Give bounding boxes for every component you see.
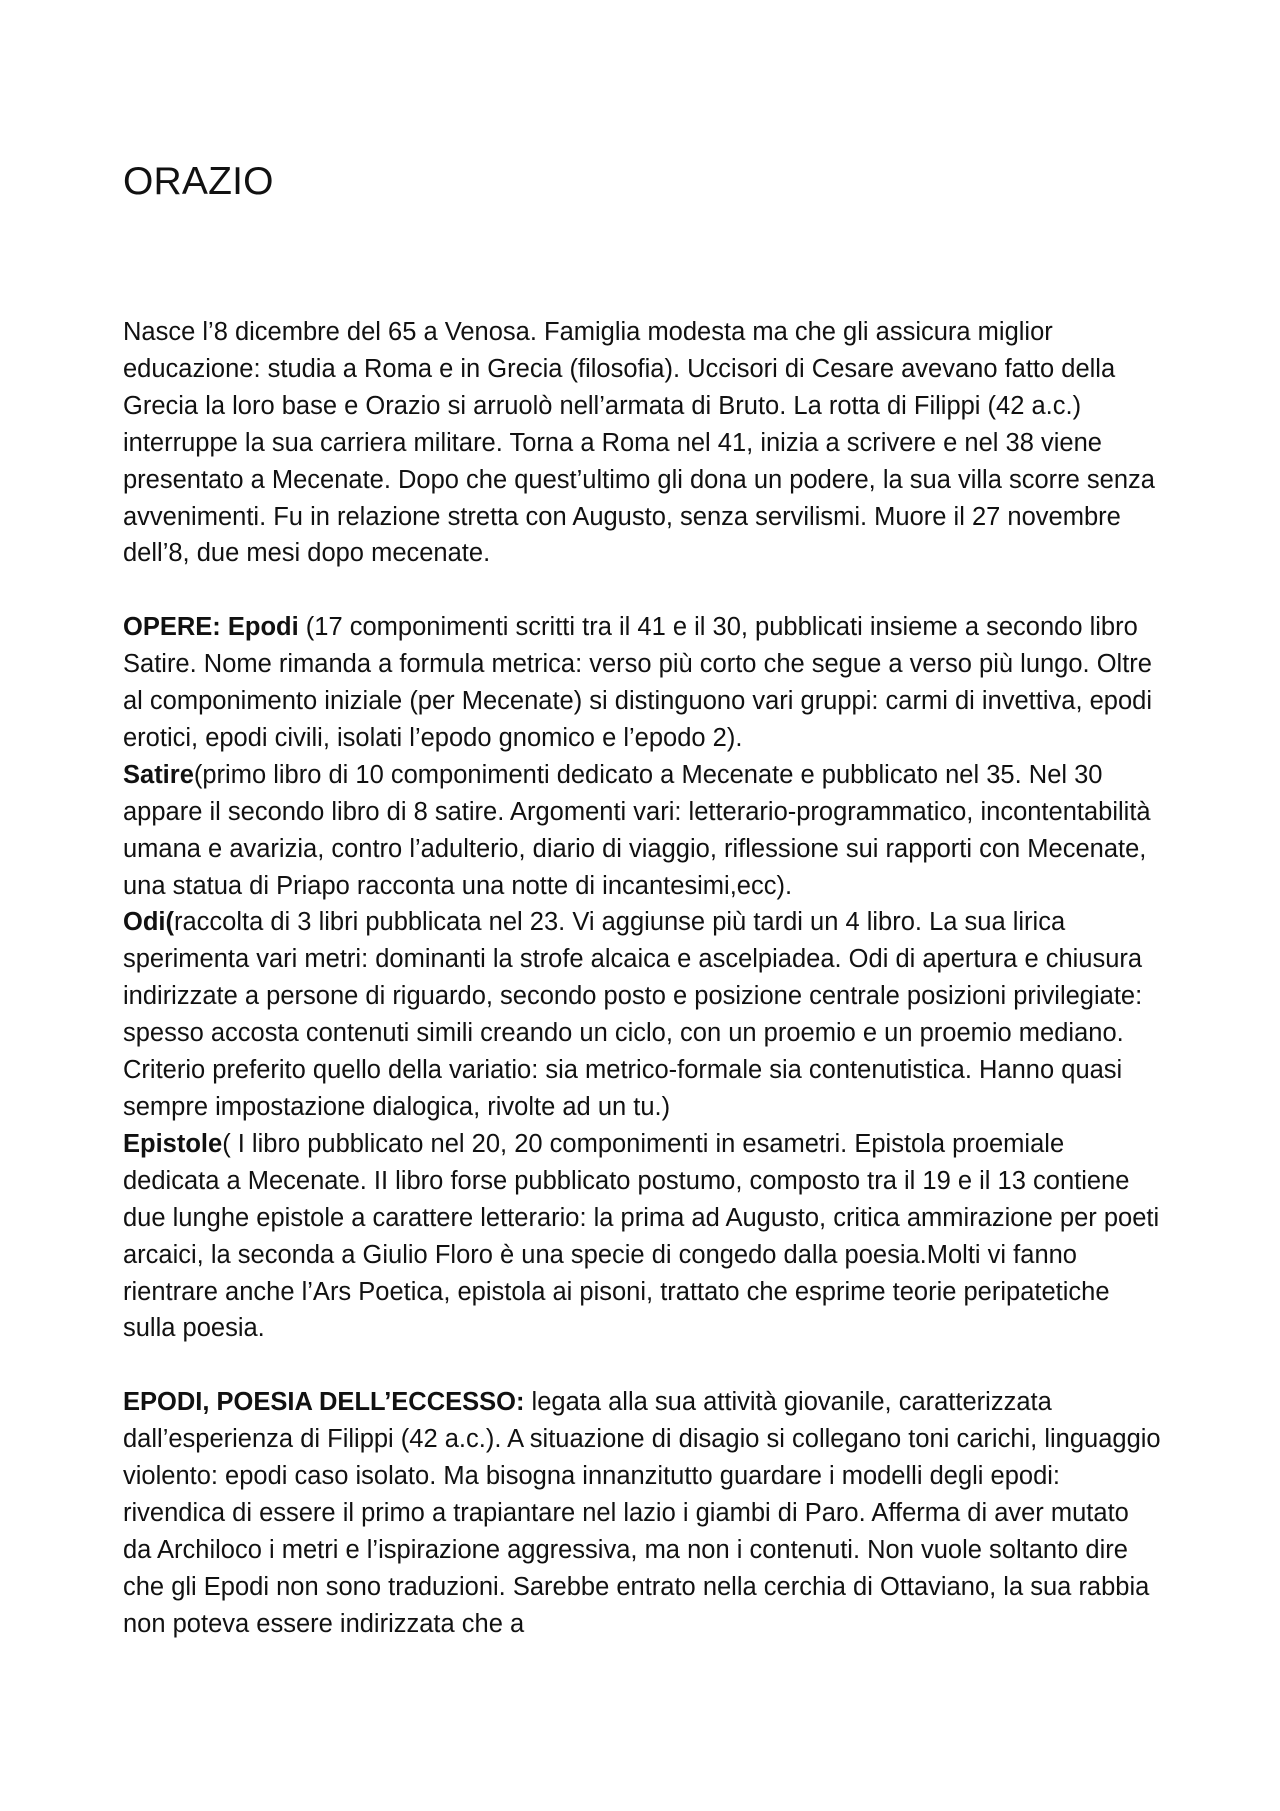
odi-text: raccolta di 3 libri pubblicata nel 23. Vi aggiunse più tardi un 4 libro. La sua lirica sperimenta vari metri: dominanti la strofe alcaica e ascelpiadea. Odi di apertura e chiusura indirizzate a persone di riguardo, secondo posto e posizione centrale posizioni privilegiate: spesso accosta contenuti simili creando un ciclo, con un proemio e un proemio mediano. Criterio preferito quello della variatio: sia metrico-formale sia contenutistica. Hanno quasi sempre impostazione dialogica, rivolte ad un tu.) [123, 908, 1143, 1122]
odi-label: Odi( [123, 908, 174, 937]
satire-label: Satire [123, 760, 194, 789]
eccesso-paragraph [123, 1384, 1163, 1642]
opere-heading: OPERE: [123, 613, 221, 642]
eccesso-text: legata alla sua attività giovanile, caratterizzata dall’esperienza di Filippi (42 a.c.). A situazione di disagio si collegano toni carichi, linguaggio violento: epodi caso isolato. Ma bisogna innanzitutto guardare i modelli degli epodi: rivendica di essere il primo a trapiantare nel lazio i giambi di Paro. Afferma di aver mutato da Archiloco i metri e l’ispirazione aggressiva, ma non i contenuti. Non vuole soltanto dire che gli Epodi non sono traduzioni. Sarebbe entrato nella cerchia di Ottaviano, la sua rabbia non poteva essere indirizzata che a [123, 1388, 1161, 1638]
document-page [123, 160, 1163, 1643]
paragraph-gap [123, 1347, 1163, 1384]
opere-paragraph [123, 609, 1163, 1347]
bio-paragraph: Nasce l’8 dicembre del 65 a Venosa. Famiglia modesta ma che gli assicura miglior educazione: studia a Roma e in Grecia (filosofia). Uccisori di Cesare avevano fatto della Grecia la loro base e Orazio si arruolò nell’armata di Bruto. La rotta di Filippi (42 a.c.) interruppe la sua carriera militare. Torna a Roma nel 41, inizia a scrivere e nel 38 viene presentato a Mecenate. Dopo che quest’ultimo gli dona un podere, la sua villa scorre senza avvenimenti. Fu in relazione stretta con Augusto, senza servilismi. Muore il 27 novembre dell’8, due mesi dopo mecenate. [123, 318, 1155, 568]
epistole-text: ( I libro pubblicato nel 20, 20 componimenti in esametri. Epistola proemiale dedicata a Mecenate. II libro forse pubblicato postumo, composto tra il 19 e il 13 contiene due lunghe epistole a carattere letterario: la prima ad Augusto, critica ammirazione per poeti arcaici, la seconda a Giulio Floro è una specie di congedo dalla poesia.Molti vi fanno rientrare anche l’Ars Poetica, epistola ai pisoni, trattato che esprime teorie peripatetiche sulla poesia. [123, 1129, 1160, 1343]
document-title: ORAZIO [123, 160, 274, 203]
epistole-label: Epistole [123, 1129, 223, 1158]
epodi-text: (17 componimenti scritti tra il 41 e il 30, pubblicati insieme a secondo libro Satire. Nome rimanda a formula metrica: verso più corto che segue a verso più lungo. Oltre al componimento iniziale (per Mecenate) si distinguono vari gruppi: carmi di invettiva, epodi erotici, epodi civili, isolati l’epodo gnomico e l’epodo 2). [123, 613, 1153, 752]
eccesso-heading: EPODI, POESIA DELL’ECCESSO: [123, 1388, 525, 1417]
paragraph-gap [123, 572, 1163, 609]
satire-text: (primo libro di 10 componimenti dedicato a Mecenate e pubblicato nel 35. Nel 30 appare il secondo libro di 8 satire. Argomenti vari: letterario-programmatico, incontentabilità umana e avarizia, contro l’adulterio, diario di viaggio, riflessione sui rapporti con Mecenate, una statua di Priapo racconta una notte di incantesimi,ecc). [123, 760, 1151, 900]
epodi-label: Epodi [227, 613, 299, 642]
